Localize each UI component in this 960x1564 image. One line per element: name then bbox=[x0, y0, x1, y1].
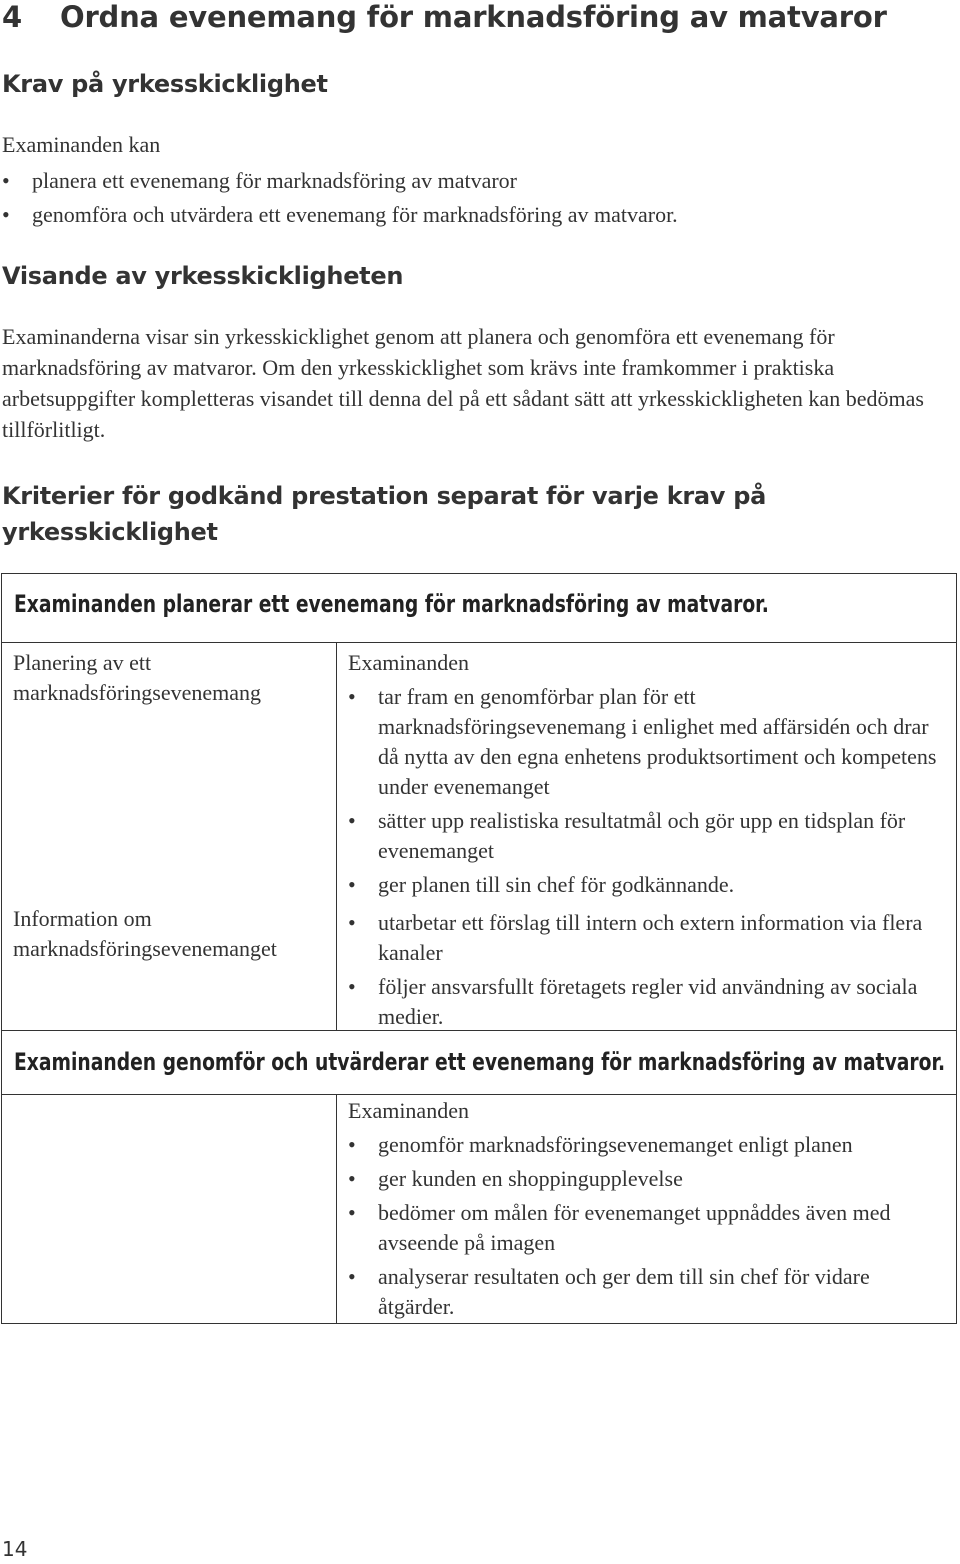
kriterier-heading bbox=[2, 478, 766, 550]
row1-item: • tar fram en genomförbar plan för ett marknadsföringsevenemang i enlighet med affärsidén och drar då nytta av den egna enhetens produktsortiment och kompetens under evenemanget bbox=[348, 682, 940, 802]
section2-intro: Examinanden bbox=[348, 1098, 469, 1123]
krav-intro: Examinanden kan bbox=[2, 132, 161, 157]
visande-text: Examinanderna visar sin yrkesskicklighet genom att planera och genomföra ett evenemang för marknadsföring av matvaror. Om den yrkesskicklighet som krävs inte framkommer i praktiska arbetsuppgifter kompletteras visandet till denna del på ett sådant sätt att yrkesskickligheten kan bedömas tillförlitligt. bbox=[2, 324, 924, 442]
chapter-number: 4 bbox=[2, 0, 22, 34]
row1-item: • sätter upp realistiska resultatmål och gör upp en tidsplan för evenemanget bbox=[348, 806, 940, 866]
row2-item: • följer ansvarsfullt företagets regler vid användning av sociala medier. bbox=[348, 972, 940, 1032]
column-divider bbox=[336, 642, 337, 1030]
divider bbox=[2, 642, 956, 643]
section2-list bbox=[348, 1130, 940, 1326]
criteria-table bbox=[1, 573, 957, 1324]
page-number: 14 bbox=[2, 1537, 28, 1561]
column-divider bbox=[336, 1094, 337, 1323]
kriterier-heading-line2: yrkesskicklighet bbox=[2, 518, 218, 546]
row1-intro: Examinanden bbox=[348, 650, 469, 675]
section2-heading: Examinanden genomför och utvärderar ett evenemang för marknadsföring av matvaror. bbox=[14, 1048, 946, 1076]
krav-item: • genomföra och utvärdera ett evenemang för marknadsföring av matvaror. bbox=[0, 198, 678, 232]
krav-list bbox=[0, 164, 678, 232]
section2-item: • ger kunden en shoppingupplevelse bbox=[348, 1164, 940, 1194]
divider bbox=[2, 1030, 956, 1031]
row2-item: • utarbetar ett förslag till intern och extern information via flera kanaler bbox=[348, 908, 940, 968]
row2-list bbox=[348, 908, 940, 1036]
chapter-title bbox=[2, 0, 887, 34]
section2-item: • genomför marknadsföringsevenemanget enligt planen bbox=[348, 1130, 940, 1160]
row2-label: Information om marknadsföringsevenemanget bbox=[13, 906, 277, 961]
krav-item: • planera ett evenemang för marknadsföring av matvaror bbox=[0, 164, 678, 198]
section2-item: • bedömer om målen för evenemanget uppnåddes även med avseende på imagen bbox=[348, 1198, 940, 1258]
section2-item: • analyserar resultaten och ger dem till sin chef för vidare åtgärder. bbox=[348, 1262, 940, 1322]
krav-heading: Krav på yrkesskicklighet bbox=[2, 70, 328, 98]
row1-list bbox=[348, 682, 940, 904]
chapter-title-text: Ordna evenemang för marknadsföring av matvaror bbox=[60, 0, 887, 34]
row1-item: • ger planen till sin chef för godkännande. bbox=[348, 870, 940, 900]
divider bbox=[2, 1094, 956, 1095]
section1-heading: Examinanden planerar ett evenemang för marknadsföring av matvaror. bbox=[14, 590, 769, 618]
row1-label: Planering av ett marknadsföringsevenemang bbox=[13, 650, 262, 705]
visande-heading: Visande av yrkesskickligheten bbox=[2, 262, 404, 290]
kriterier-heading-line1: Kriterier för godkänd prestation separat för varje krav på bbox=[2, 482, 766, 510]
